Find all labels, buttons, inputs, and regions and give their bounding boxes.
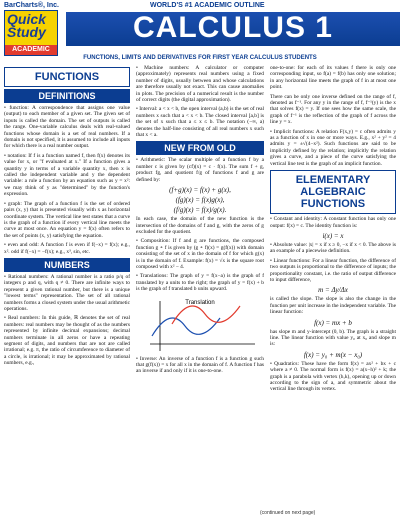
para-real: • Real numbers: In this guide, ℝ denotes the set of real numbers: real numbers may be thought of as the numbers represented by infinite decimal expansions; decimal numbers terminate in all zeros or have a repeating segment of digits, and numbers that are not are called irrational; e.g. π, the ratio of circumference to diameter of a circle, is irrational; it may be approximated by rational numbers, e.g., — [4, 315, 130, 367]
para-composition: • Composition: If f and g are functions, the composed function g ∘ f is given by (g ∘ f)(x) = g(f(x)) with domain consisting of the set of x in the domain of f for which g(x) is in the domain of f. Example: f(x) = √x is the square root composed with x² − 4. — [136, 238, 264, 270]
section-definitions: DEFINITIONS — [4, 89, 130, 103]
equation-product: (fg)(x) = f(x)g(x), — [175, 196, 225, 205]
para-implicit: • Implicit functions: A relation F(x,y) = c often admits y as a function of x in one or more ways. E.g., x² + y² = 4 admits y = ±√(4−x²). Such functions are said to be implicitly defined by the relation; implicitly the relation gives a curve, and a piece of the curve satisfying the vertical line test is the graph of an implicit function. — [270, 128, 396, 167]
graph-curve-original — [152, 318, 220, 336]
para-translations: • Translations: The graph of y = f(x−a) is the graph of f translated by a units to the right; the graph of y = f(x) + b is the graph of f translated b units upward. — [136, 273, 264, 293]
column-right — [270, 65, 396, 511]
logo-line1: Quick — [7, 11, 46, 27]
para-linear: • Linear functions: For a linear function, the difference of two outputs is proportional to the difference of inputs; the proportionality constant, i.e. the ratio of output difference to input difference, — [270, 257, 396, 283]
para-even-odd: • even and odd: A function f is even if f(−x) = f(x); e.g., x². odd if f(−x) = −f(x); e.g., x³, sin, etc. — [4, 242, 130, 255]
para-function-def: • function: A correspondence that assigns one value (output) to each member of a given set. The given set of inputs is called the domain. The set of outputs is called the range. One-variable calculus deals with real-valued functions whose domain is a set of real numbers. If a domain is not specified, it is assumed to include all inputs for which there is a real number output. — [4, 105, 130, 150]
top-tagline: WORLD'S #1 ACADEMIC OUTLINE — [150, 2, 265, 9]
para-inverse-range: There can be only one inverse defined on the range of f, denoted as f⁻¹. For any y in the range of f, f⁻¹(y) is the x that solves f(x) = y. If one sees how the same scale, the graph of f⁻¹ is the reflection of the graph of f across the line y = x. — [270, 93, 396, 126]
para-absolute: • Absolute value: |x| = x if x ≥ 0, −x if x < 0. The above is an example of a piecewise definition. — [270, 241, 396, 255]
column-left — [4, 65, 130, 511]
equation-linear: f(x) = mx + b — [314, 318, 352, 327]
para-domain-note: In each case, the domain of the new function is the intersection of the domains of f and g, with the zeros of g excluded for the quotient. — [136, 216, 264, 235]
para-inverse: • Inverse: An inverse of a function f is a function g such that g(f(x)) = x for all x in the domain of f. A function f has an inverse if and only if it is one-to-one. — [136, 355, 264, 375]
brand-name: BarCharts®, Inc. — [4, 2, 59, 9]
page-title: CALCULUS 1 — [132, 11, 333, 44]
para-quadratics: • Quadratics: These have the form f(x) = ax² + bx + c where a ≠ 0. The normal form is f(x) = a(x−h)² + k; the graph is a parabola with vertex (h,k), opening up or down according to the sign of a, and symmetric about the vertical line through its vertex. — [270, 360, 396, 393]
equation-identity: i(x) = x — [322, 231, 344, 240]
para-point-slope: has slope m and y-intercept (0, b). The graph is a straight line. The linear function with value y₀ at x₀ and slope m is: — [270, 328, 396, 348]
para-notation: • notation: If f is a function named f, then f(x) denotes its value for x, or "f evaluated at x." If a function gives a quantity y in terms of a variable quantity x, then x is called the independent variable and y the dependent variable: a rule a function by an equation such as y = x²: we may think of y as "determined" by the function's expression. — [4, 152, 130, 198]
equation-quotient: (f/g)(x) = f(x)/g(x). — [173, 206, 227, 215]
section-elementary-algebraic: ELEMENTARY ALGEBRAIC FUNCTIONS — [270, 170, 396, 214]
equation-slope: m = Δy/Δx — [318, 286, 348, 295]
para-graph: • graph: The graph of a function f is the set of ordered pairs (x, y) that is presented visually with x as horizontal coordinate system. The vertical line test states that a curve is the graph of a function if every vertical line meets the curve at most once. An equation y = f(x) often refers to the set of points (x, y) satisfying the equation. — [4, 200, 130, 239]
para-interval: • Interval: a < x < b, the open interval (a,b) is the set of real numbers x such that a < x < b. The closed interval [a,b] is the set of x such that a ≤ x ≤ b. The notation (−∞, a) denotes the half-line consisting of all real numbers x such that x < a. — [136, 106, 264, 139]
logo-band: ACADEMIC — [5, 45, 57, 55]
section-numbers: NUMBERS — [4, 258, 130, 272]
para-rational: • Rational numbers: A rational number is a ratio p/q of integers p and q, with q ≠ 0. There are infinite ways to represent a given rational number, but there is a unique "lowest terms" representation. The set of all rational numbers forms a closed system under the usual arithmetic operations. — [4, 273, 130, 312]
para-machine-numbers: • Machine numbers: A calculator or computer (approximately) represents real numbers using a fixed number of digits, usually between and whose calculations are therefore usually not exact. This can cause anomalies in plots. The precision of a numerical result is the number of correct digits (the digital approximation). — [136, 65, 264, 104]
page-subtitle: FUNCTIONS, LIMITS AND DERIVATIVES FOR FIRST YEAR CALCULUS STUDENTS — [83, 55, 317, 61]
para-slope: is called the slope. The slope is also the change in the function per unit increase in the independent variable. The linear function: — [270, 296, 396, 316]
equation-sum: (f+g)(x) = f(x) + g(x), — [169, 186, 231, 195]
section-functions: FUNCTIONS — [4, 67, 130, 87]
graph-curve-translated — [172, 306, 240, 324]
continued-note: (continued on next page) — [260, 510, 316, 516]
graph-label: Translation — [185, 299, 215, 306]
column-middle — [136, 65, 264, 511]
para-constant: • Constant and identity: A constant function has only one output: f(x) = c. The identity function is: — [270, 216, 396, 229]
section-new-from-old: NEW FROM OLD — [136, 141, 264, 155]
quickstudy-logo — [4, 10, 58, 56]
logo-line2: Study — [7, 24, 46, 40]
para-one-to-one: one-to-one: for each of its values f there is only one corresponding input, so f(a) = f(b) has only one solution; in any horizontal line meets the graph of f in at most one point. — [270, 65, 396, 91]
para-arithmetic: • Arithmetic: The scalar multiple of a function f by a number c is given by (cf)(x) = c · f(x). The sum f + g, product fg, and quotient f/g of functions f and g are defined by: — [136, 157, 264, 183]
translation-graph — [140, 296, 260, 354]
equation-point-slope: f(x) = y₀ + m(x − x₀) — [303, 350, 363, 359]
